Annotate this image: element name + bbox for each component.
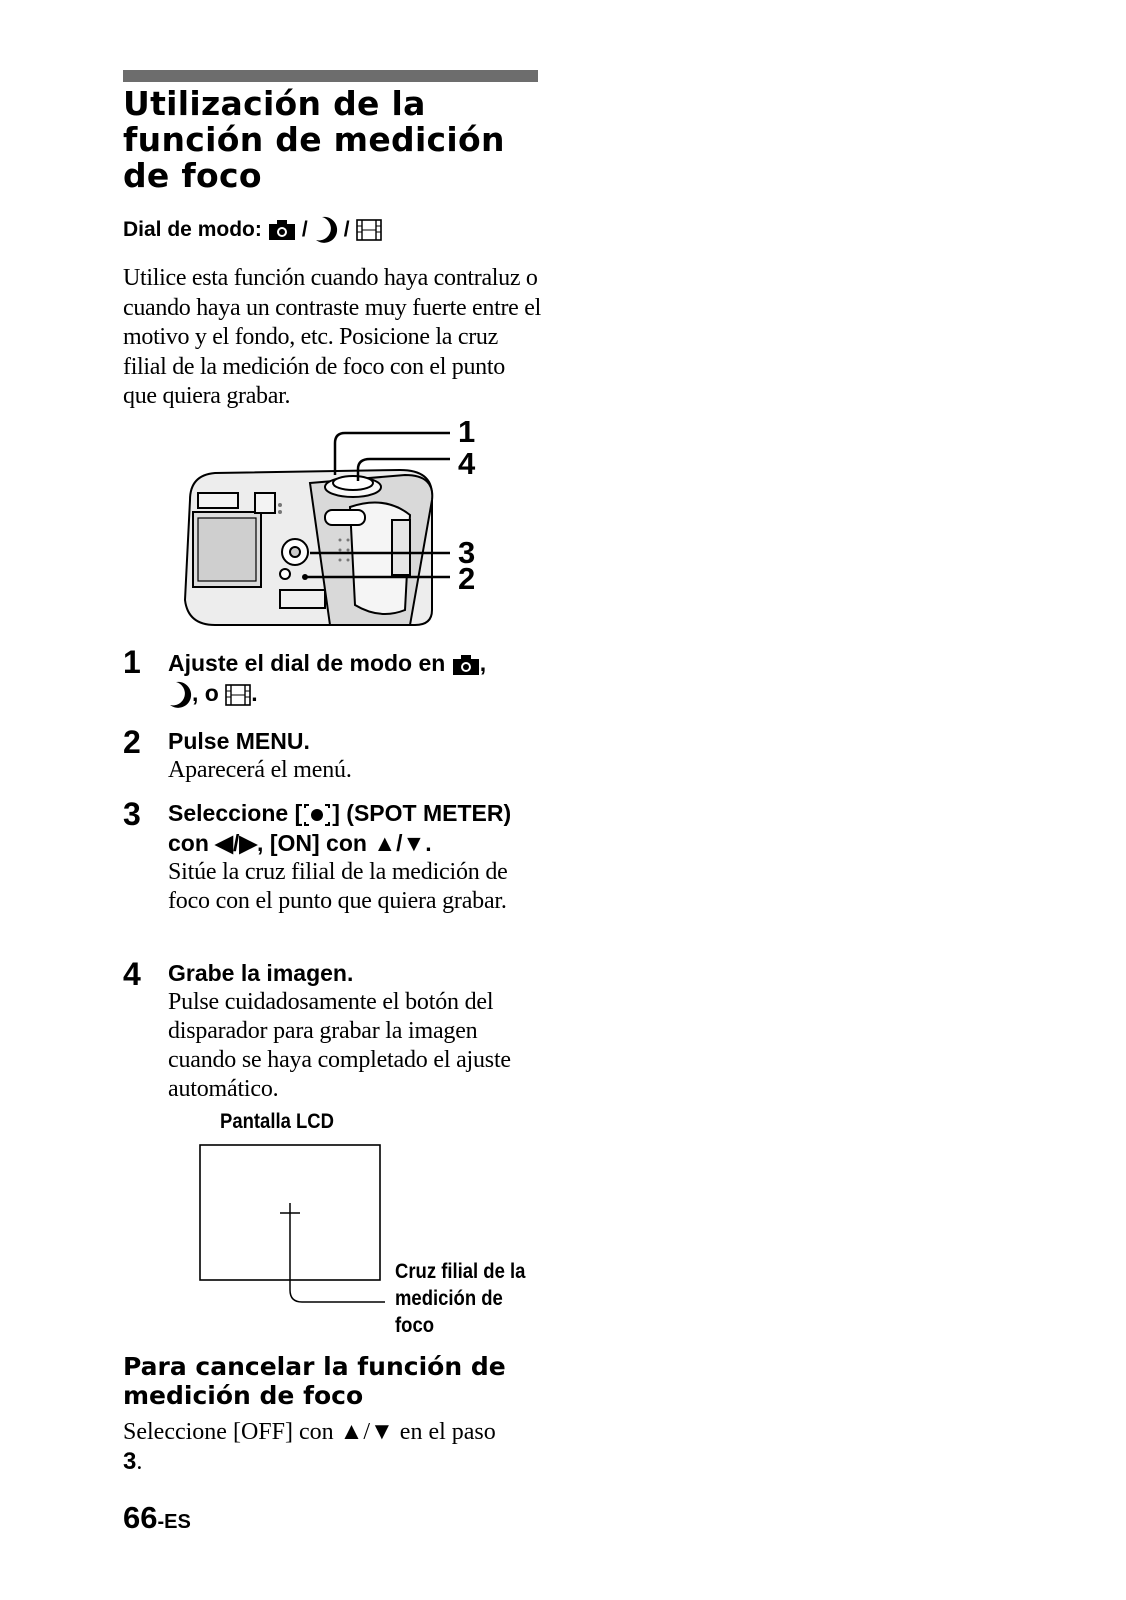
page-title: Utilización de la función de medición de foco	[123, 84, 505, 195]
camera-illustration	[170, 425, 500, 650]
page-number: 66-ES	[123, 1500, 191, 1535]
step-number: 4	[123, 956, 141, 992]
camera-mode-icon	[268, 219, 296, 241]
lcd-screen-label: Pantalla LCD	[220, 1110, 334, 1133]
twilight-moon-icon	[314, 216, 338, 244]
camera-mode-icon	[452, 654, 480, 676]
step-number: 1	[123, 644, 141, 680]
step-4	[123, 958, 543, 1104]
step-1	[123, 646, 543, 709]
figure-callout-4: 4	[458, 446, 476, 481]
figure-callout-3: 3	[458, 535, 476, 570]
step-heading: Seleccione [ ] (SPOT METER) con ◀/▶, [ON] con ▲/▼.	[168, 800, 512, 856]
crosshair-label: Cruz filial de la medición de foco	[395, 1260, 526, 1337]
cancel-heading: Para cancelar la función de medición de foco	[123, 1352, 506, 1410]
step-number: 3	[123, 796, 141, 832]
mode-dial-label: Dial de modo:	[123, 218, 262, 241]
step-heading: Grabe la imagen.	[168, 960, 354, 986]
section-top-bar	[123, 70, 538, 82]
intro-paragraph: Utilice esta función cuando haya contraluz o cuando haya un contraste muy fuerte entre el motivo y el fondo, etc. Posicione la cruz filial de la medición de foco con el punto que quiera grabar.	[123, 265, 541, 409]
mode-separator: /	[301, 218, 308, 241]
step-body: Aparecerá el menú.	[168, 757, 352, 783]
mode-dial-line	[123, 216, 382, 244]
step-number: 2	[123, 724, 141, 760]
step-3	[123, 798, 543, 916]
step-body: Sitúe la cruz filial de la medición de foco con el punto que quiera grabar.	[168, 859, 508, 914]
twilight-moon-icon	[168, 681, 192, 709]
cancel-paragraph: Seleccione [OFF] con ▲/▼ en el paso 3.	[123, 1419, 496, 1475]
step-reference: 3	[123, 1448, 137, 1475]
step-body: Pulse cuidadosamente el botón del disparador para grabar la imagen cuando se haya completado el ajuste automático.	[168, 989, 511, 1102]
movie-film-icon	[356, 218, 382, 242]
movie-film-icon	[225, 683, 251, 707]
step-heading: Pulse MENU.	[168, 728, 310, 754]
figure-callout-1: 1	[458, 414, 476, 449]
mode-separator: /	[343, 218, 350, 241]
step-heading: Ajuste el dial de modo en , , o .	[168, 646, 543, 709]
spot-meter-icon	[302, 802, 332, 828]
step-2	[123, 726, 543, 785]
figure-callout-2: 2	[458, 561, 476, 596]
